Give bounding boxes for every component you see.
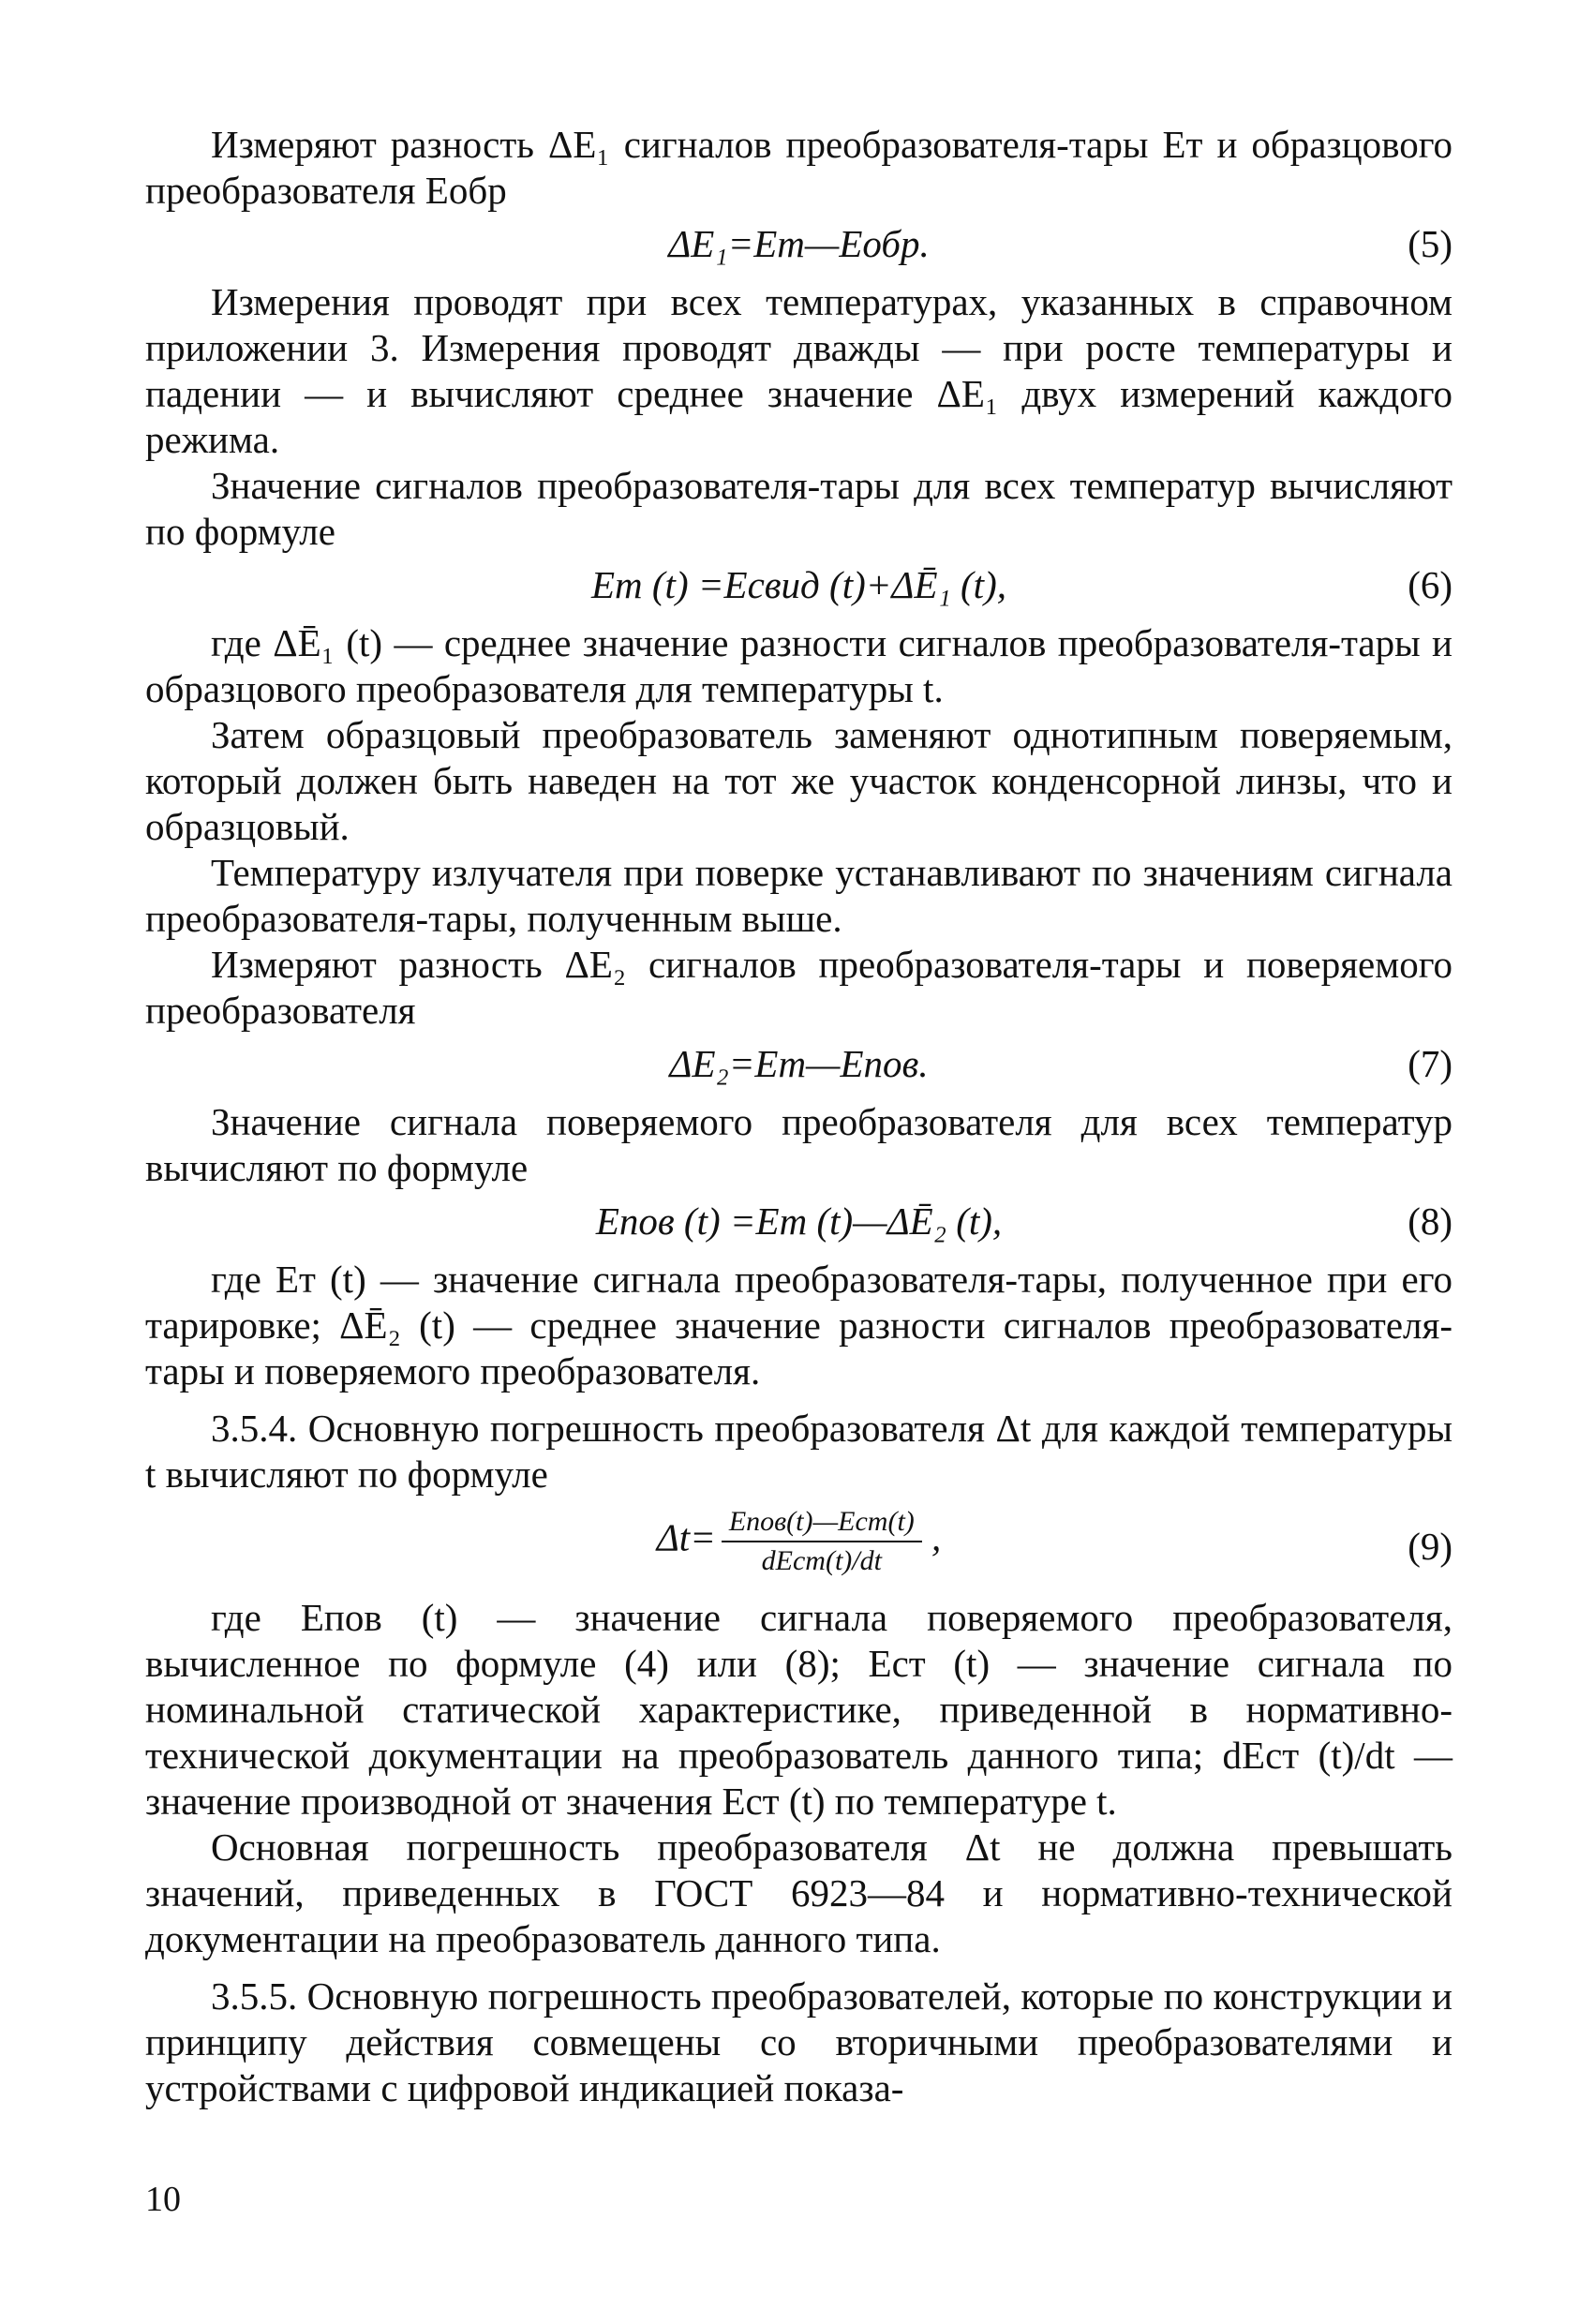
formula-8-expression: Eпов (t) =Eт (t)—ΔĒ₂ (t), <box>595 1199 1003 1243</box>
formula-9-denominator: dEст(t)/dt <box>761 1545 882 1576</box>
spacer <box>145 1394 1452 1406</box>
paragraph-measure-delta-e2: Измеряют разность ΔE₂ сигналов преобразователя-тары и поверяемого преобразователя <box>145 943 1452 1032</box>
formula-9-lhs: Δt= <box>656 1515 716 1559</box>
formula-9-fraction <box>722 1505 922 1578</box>
paragraph-where-et: где Eт (t) — значение сигнала преобразователя-тары, полученное при его тарировке; ΔĒ₂ (t) — среднее значение разности сигналов преобразователя-тары и поверяемого преобразователя. <box>145 1258 1452 1393</box>
paragraph-section-3-5-5: 3.5.5. Основную погрешность преобразователей, которые по конструкции и принципу действия совмещены со вторичными преобразователями и устройствами с цифровой индикацией показа- <box>145 1974 1452 2109</box>
paragraph-emitter-temperature: Температуру излучателя при поверке устанавливают по значениям сигнала преобразователя-тары, полученным выше. <box>145 851 1452 940</box>
formula-7 <box>145 1034 1452 1099</box>
formula-9 <box>145 1497 1452 1595</box>
formula-6 <box>145 555 1452 620</box>
paragraph-measure-delta-e1: Измеряют разность ΔE₁ сигналов преобразователя-тары Eт и образцового преобразователя Eобр <box>145 123 1452 212</box>
formula-9-comma: , <box>931 1515 942 1559</box>
formula-6-expression: Eт (t) =Eсвид (t)+ΔĒ₁ (t), <box>591 563 1006 606</box>
paragraph-tare-signal-values: Значение сигналов преобразователя-тары для всех температур вычисляют по формуле <box>145 464 1452 553</box>
formula-5-number: (5) <box>1408 222 1452 265</box>
formula-5-expression: ΔE₁=Eт—Eобр. <box>668 222 930 265</box>
paragraph-replace-reference: Затем образцовый преобразователь заменяют однотипным поверяемым, который должен быть наведен на тот же участок конденсорной линзы, что и образцовый. <box>145 713 1452 848</box>
paragraph-main-error-limit: Основная погрешность преобразователя Δt не должна превышать значений, приведенных в ГОСТ 6923—84 и нормативно-технической документации на преобразователь данного типа. <box>145 1825 1452 1960</box>
formula-7-expression: ΔE₂=Eт—Eпов. <box>669 1042 929 1085</box>
spacer <box>145 1962 1452 1974</box>
page-body <box>145 122 1452 2111</box>
page-number: 10 <box>145 2180 181 2219</box>
paragraph-where-epov: где Eпов (t) — значение сигнала поверяемого преобразователя, вычисленное по формуле (4) или (8); Eст (t) — значение сигнала по номинальной статической характеристике, приведенной в нормативно-технической документации на преобразователь данного типа; dEст (t)/dt — значение производной от значения Eст (t) по температуре t. <box>145 1596 1452 1823</box>
formula-5 <box>145 214 1452 279</box>
paragraph-measurements-temperatures: Измерения проводят при всех температурах, указанных в справочном приложении 3. Измерения проводят дважды — при росте температуры и падении — и вычисляют среднее значение ΔE₁ двух измерений каждого режима. <box>145 280 1452 461</box>
paragraph-where-delta-e1: где ΔĒ₁ (t) — среднее значение разности сигналов преобразователя-тары и образцового преобразователя для температуры t. <box>145 621 1452 710</box>
formula-6-number: (6) <box>1408 563 1452 606</box>
paragraph-section-3-5-4: 3.5.4. Основную погрешность преобразователя Δt для каждой температуры t вычисляют по формуле <box>145 1407 1452 1496</box>
formula-9-number: (9) <box>1408 1525 1452 1568</box>
paragraph-verified-signal-values: Значение сигнала поверяемого преобразователя для всех температур вычисляют по формуле <box>145 1100 1452 1189</box>
formula-9-expression <box>145 1505 1452 1578</box>
formula-8 <box>145 1191 1452 1257</box>
formula-7-number: (7) <box>1408 1042 1452 1085</box>
formula-9-numerator: Eпов(t)—Eст(t) <box>722 1505 922 1542</box>
formula-8-number: (8) <box>1408 1199 1452 1243</box>
